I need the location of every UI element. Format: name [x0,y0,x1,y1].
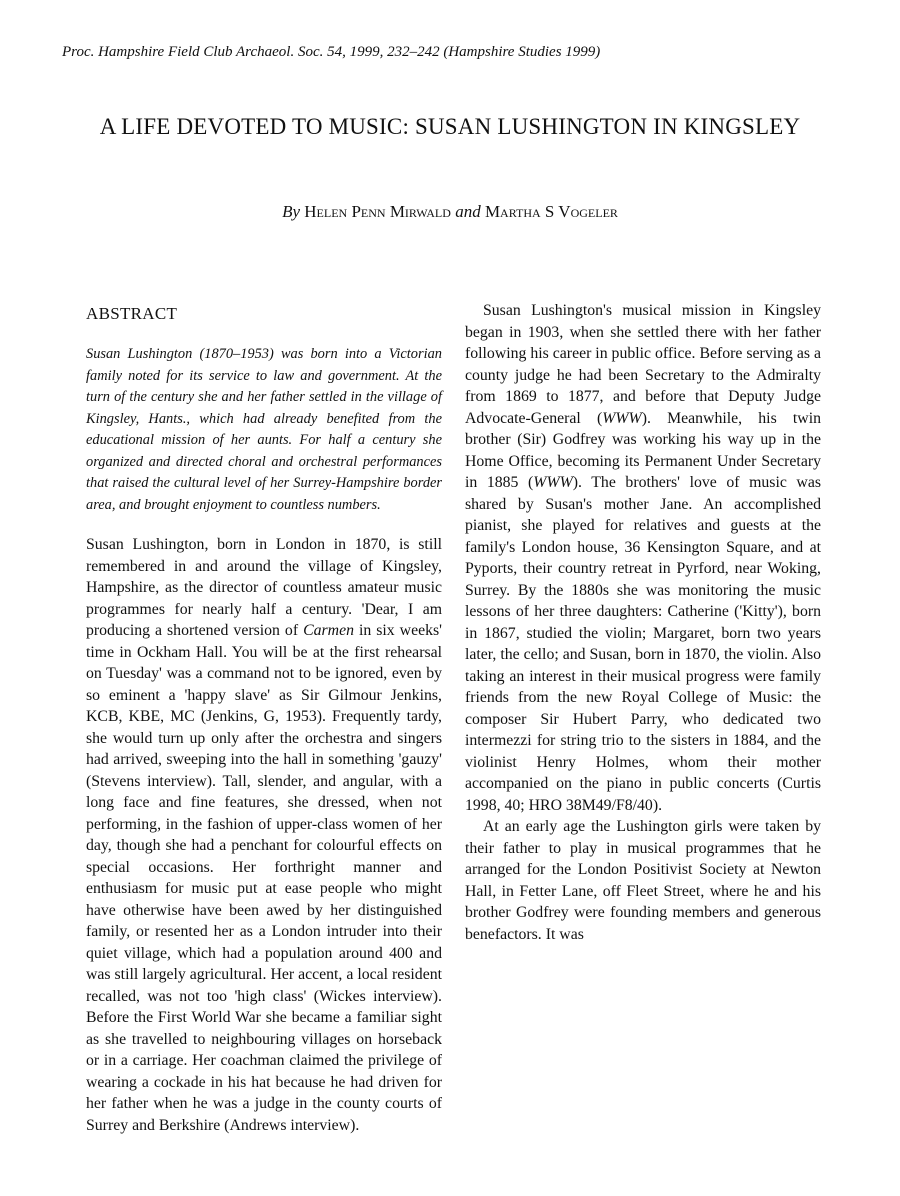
p1-text-a: Susan Lushington, born in London in 1870, is still remembered in and around the village of Kingsley, Hampshire, as the director of countless amateur music programmes for nearly half a century. 'Dear, I am producing a shortened version of [86,536,442,639]
p1-italic-carmen: Carmen [303,622,354,639]
p2-text-c: ). Meanwhile, his twin brother (Sir) Godfrey was working his way up in the Home Office, becoming its Permanent Under Secretary in 1885 ( [465,409,821,491]
body-paragraph-3: At an early age the Lushington girls were taken by their father to play in musical programmes that he arranged for the London Positivist Society at Newton Hall, in Fetter Lane, off Fleet Street, where he and his brother Godfrey were founding members and generous benefactors. It was [465,818,821,943]
abstract-heading: ABSTRACT [86,304,178,323]
p2-italic-www-1: WWW [602,409,642,427]
abstract-text: Susan Lushington (1870–1953) was born into a Victorian family noted for its service to law and government. At the turn of the century she and her father settled in the village of Kingsley, Hants., which had already benefited from the educational mission of her aunts. For half a century she organized and directed choral and orchestral performances that raised the cultural level of her Surrey-Hampshire border area, and brought enjoyment to countless numbers. [86,346,442,513]
running-head: Proc. Hampshire Field Club Archaeol. Soc. 54, 1999, 232–242 (Hampshire Studies 1999) [62,44,601,60]
byline-and: and [455,202,481,221]
p2-text-a: Susan Lushington's musical mission in Kingsley began in 1903, when she settled there with her father following his career in public office. Before serving as a county judge he had been Secretary to the Admiralty from 1869 to 1877, and before that Deputy Judge Advocate-General ( [465,302,821,427]
body-paragraph-2 [465,300,821,816]
article-title: A LIFE DEVOTED TO MUSIC: SUSAN LUSHINGTON IN KINGSLEY [99,114,801,139]
right-column [465,300,821,945]
author-2: Martha S Vogeler [484,202,618,221]
byline-by: By [282,202,301,221]
body-paragraph-1 [86,534,442,1136]
p2-text-e: ). The brothers' love of music was shared by Susan's mother Jane. An accomplished pianist, she played for relatives and guests at the family's London house, 36 Kensington Square, and at Pyports, their country retreat in Pyrford, near Woking, Surrey. By the 1880s she was monitoring the music lessons of her three daughters: Catherine ('Kitty'), born in 1867, studied the violin; Margaret, born two years later, the cello; and Susan, born in 1870, the violin. Also taking an interest in their musical progress were family friends from the new Royal College of Music: the composer Sir Hubert Parry, who dedicated two intermezzi for string trio to the sisters in 1884, and the violinist Henry Holmes, whom their mother accompanied on the piano in public concerts (Curtis 1998, 40; HRO 38M49/F8/40). [465,474,821,814]
author-1: Helen Penn Mirwald [304,202,451,221]
byline [60,202,840,222]
p1-text-c: in six weeks' time in Ockham Hall. You will be at the first rehearsal on Tuesday' was a command not to be ignored, even by so eminent a 'happy slave' as Sir Gilmour Jenkins, KCB, KBE, MC (Jenkins, G, 1953). Frequently tardy, she would turn up only after the orchestra and singers had arrived, sweeping into the hall in something 'gauzy' (Stevens interview). Tall, slender, and angular, with a long face and fine features, she dressed, when not performing, in the fashion of upper-class women of her day, though she had a penchant for colourful effects on special occasions. Her forthright manner and enthusiasm for music put at ease people who might have otherwise have been awed by her distinguished family, or resented her as a London intruder into their quiet village, which had a population around 400 and was still largely agricultural. Her accent, a local resident recalled, was not too 'high class' (Wickes interview). Before the First World War she became a familiar sight as she travelled to neighbouring villages on horseback or in a carriage. Her coachman claimed the privilege of wearing a cockade in his hat because he had driven for her father when he was a judge in the county courts of Surrey and Berkshire (Andrews interview). [86,622,442,1134]
p2-italic-www-2: WWW [533,474,573,491]
left-column [86,300,442,1136]
